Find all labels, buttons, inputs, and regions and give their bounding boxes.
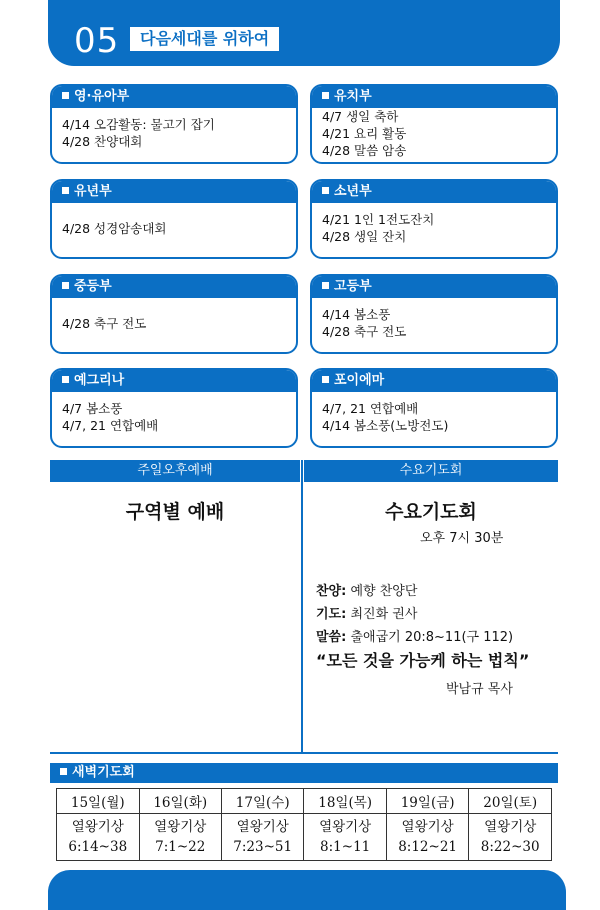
reading-cell [221,814,304,861]
word-value: 출애굽기 20:8~11(구 112) [350,630,514,645]
verse: 7:1~22 [155,839,206,855]
service-time: 오후 7시 30분 [420,531,504,546]
sunday-worship-title: 구역별 예배 [125,501,225,523]
dept-item: 4/14 오감활동: 물고기 잡기 [62,117,215,132]
dept-item: 4/28 축구 전도 [62,315,147,331]
preacher: 박남규 목사 [446,682,513,697]
dept-item: 4/14 봄소풍 [322,307,391,322]
section-divider [301,460,303,754]
book: 열왕기상 [71,819,124,835]
day-cell: 19일(금) [386,789,469,814]
bullet-square-icon [322,282,329,289]
dept-card-kindergarten [310,84,558,164]
day-cell: 18일(목) [304,789,386,814]
verse: 7:23~51 [233,839,293,855]
day-cell: 17일(수) [221,789,304,814]
book: 열왕기상 [484,819,537,835]
prayer-label: 기도: [316,607,347,622]
word-label: 말씀: [316,630,347,645]
dept-card-elementary [50,179,298,259]
section-title: 다음세대를 위하여 [130,27,279,51]
day-cell: 20일(토) [469,789,552,814]
dept-name: 고등부 [334,279,372,294]
dept-name: 유치부 [334,89,372,104]
praise-value: 예향 찬양단 [350,584,418,599]
prayer-line [316,603,417,622]
bullet-square-icon [62,92,69,99]
dept-card-infant [50,84,298,164]
dept-item: 4/14 봄소풍(노방전도) [322,418,449,433]
reading-cell [57,814,140,861]
dept-item: 4/7 봄소풍 [62,401,123,416]
bullet-square-icon [322,187,329,194]
dept-item: 4/28 성경암송대회 [62,220,167,236]
word-line [316,626,513,645]
bullet-square-icon [62,187,69,194]
section-number: 05 [74,21,120,61]
sermon-title: “모든 것을 가능케 하는 법칙” [316,651,530,670]
praise-line [316,580,417,599]
table-row [57,814,552,861]
wednesday-prayer-title: 수요기도회 [385,501,477,523]
bullet-square-icon [62,282,69,289]
dept-item: 4/21 1인 1전도잔치 [322,212,435,227]
book: 열왕기상 [319,819,372,835]
dept-item: 4/21 요리 활동 [322,125,407,141]
dept-card-yegrina [50,368,298,448]
dawn-prayer-header [50,763,558,783]
book: 열왕기상 [236,819,289,835]
dept-card-poiema [310,368,558,448]
prayer-value: 최진화 권사 [350,607,418,622]
verse: 6:14~38 [68,839,128,855]
dept-item: 4/28 찬양대회 [62,134,143,149]
dept-name: 영·유아부 [74,89,130,104]
dept-name: 유년부 [74,184,112,199]
dawn-prayer-title: 새벽기도회 [72,765,135,780]
book: 열왕기상 [401,819,454,835]
book: 열왕기상 [154,819,207,835]
verse: 8:22~30 [480,839,540,855]
bullet-square-icon [322,92,329,99]
dept-name: 예그리나 [74,373,125,388]
dept-name: 중등부 [74,279,112,294]
wednesday-prayer-header: 수요기도회 [304,460,558,482]
reading-cell [469,814,552,861]
reading-cell [386,814,469,861]
verse: 8:1~11 [320,839,371,855]
bullet-square-icon [62,376,69,383]
bullet-square-icon [60,768,67,775]
reading-cell [139,814,221,861]
dept-name: 소년부 [334,184,372,199]
header-banner [48,0,560,66]
dept-item: 4/7, 21 연합예배 [62,418,159,433]
dept-card-high-school [310,274,558,354]
dept-item: 4/28 말씀 암송 [322,142,407,158]
day-cell: 16일(화) [139,789,221,814]
dawn-prayer-table [56,788,552,861]
dept-card-middle-school [50,274,298,354]
praise-label: 찬양: [316,584,347,599]
dept-name: 포이에마 [334,373,385,388]
reading-cell [304,814,386,861]
sunday-worship-header: 주일오후예배 [50,460,300,482]
dept-card-youth [310,179,558,259]
dept-item: 4/7, 21 연합예배 [322,401,419,416]
footer-banner [48,870,566,910]
dept-item: 4/7 생일 축하 [322,108,399,124]
day-cell: 15일(월) [57,789,140,814]
dept-item: 4/28 축구 전도 [322,324,407,339]
dept-item: 4/28 생일 잔치 [322,229,407,244]
section-divider [50,752,558,754]
table-row [57,789,552,814]
verse: 8:12~21 [398,839,458,855]
bullet-square-icon [322,376,329,383]
